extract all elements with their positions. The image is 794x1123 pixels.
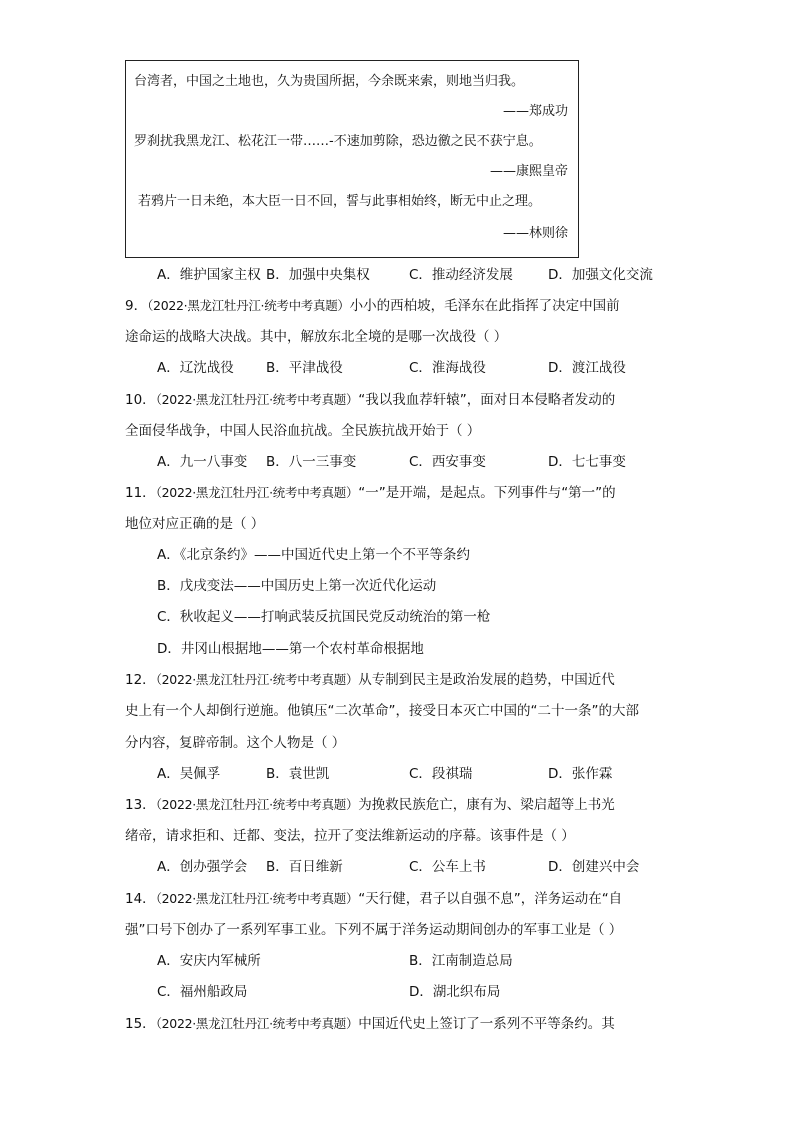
question-number: 10． [125,392,156,408]
quote-text: 罗刹扰我黑龙江、松花江一带……-不速加剪除，恐边徼之民不获宁息。 [134,134,542,149]
question-source: （2022·黑龙江牡丹江·统考中考真题） [155,891,359,906]
question-number: 13． [125,797,156,813]
q13-option-c[interactable]: C．公车上书 [409,859,486,875]
q12-option-b[interactable]: B．袁世凯 [266,766,330,782]
q11-option-b[interactable]: B．戊戌变法——中国历史上第一次近代化运动 [157,578,437,594]
q8-option-b[interactable]: B．加强中央集权 [266,267,370,283]
q10-option-b[interactable]: B．八一三事变 [266,454,357,470]
q12-option-c[interactable]: C．段祺瑞 [409,766,473,782]
question-13-stem [125,795,615,815]
question-9-line-2: 途命运的战略大决战。其中，解放东北全境的是哪一次战役（ ） [125,329,508,345]
question-source: （2022·黑龙江牡丹江·统考中考真题） [155,392,359,407]
question-source: （2022·黑龙江牡丹江·统考中考真题） [155,1016,359,1031]
quote-author: ——郑成功 [502,104,568,119]
quote-text: 若鸦片一日未绝，本大臣一日不回，誓与此事相始终，断无中止之理。 [138,194,542,209]
question-15-stem [125,1014,615,1034]
question-10-stem [125,390,615,410]
question-14-stem [125,889,622,909]
q14-option-a[interactable]: A．安庆内军械所 [157,953,261,969]
q13-option-d[interactable]: D．创建兴中会 [548,859,640,875]
question-source: （2022·黑龙江牡丹江·统考中考真题） [147,298,350,313]
q14-option-b[interactable]: B．江南制造总局 [409,953,513,969]
q10-option-c[interactable]: C．西安事变 [409,454,486,470]
question-text: “一”是开端，是起点。下列事件与“第一”的 [358,485,616,501]
q13-option-b[interactable]: B．百日维新 [266,859,343,875]
question-13-line-2: 绪帝，请求拒和、迁都、变法，拉开了变法维新运动的序幕。该事件是（ ） [125,828,575,844]
q14-option-d[interactable]: D．湖北织布局 [409,984,501,1000]
question-text: 为挽救民族危亡，康有为、梁启超等上书光 [358,797,615,813]
question-11-line-2: 地位对应正确的是（ ） [125,516,265,532]
question-text: 中国近代史上签订了一系列不平等条约。其 [358,1016,615,1032]
question-text: “天行健，君子以自强不息”，洋务运动在“自 [358,891,623,907]
question-14-line-2: 强”口号下创办了一系列军事工业。下列不属于洋务运动期间创办的军事工业是（ ） [125,922,623,938]
question-text: “我以我血荐轩辕”，面对日本侵略者发动的 [358,392,616,408]
question-source: （2022·黑龙江牡丹江·统考中考真题） [155,797,359,812]
question-10-line-2: 全面侵华战争，中国人民浴血抗战。全民族抗战开始于（ ） [125,423,481,439]
question-number: 15． [125,1016,156,1032]
question-number: 9． [125,298,148,314]
q9-option-d[interactable]: D．渡江战役 [548,360,626,376]
quote-box [125,60,579,258]
q9-option-b[interactable]: B．平津战役 [266,360,343,376]
q11-option-d[interactable]: D．井冈山根据地——第一个农村革命根据地 [157,641,424,657]
q11-option-a[interactable]: A．《北京条约》——中国近代史上第一个不平等条约 [157,547,470,563]
q14-option-c[interactable]: C．福州船政局 [157,984,248,1000]
question-11-stem [125,483,616,503]
question-12-stem [125,670,615,690]
question-number: 11． [125,485,156,501]
question-number: 14． [125,891,156,907]
question-source: （2022·黑龙江牡丹江·统考中考真题） [155,672,359,687]
q8-option-c[interactable]: C．推动经济发展 [409,267,513,283]
q12-option-a[interactable]: A．吴佩孚 [157,766,221,782]
quote-text: 台湾者，中国之土地也，久为贵国所据，今余既来索，则地当归我。 [134,74,525,89]
question-9-stem [125,296,620,316]
question-12-line-2: 史上有一个人却倒行逆施。他镇压“二次革命”，接受日本灭亡中国的“二十一条”的大部 [125,703,639,719]
quote-author: ——康熙皇帝 [489,164,568,179]
question-source: （2022·黑龙江牡丹江·统考中考真题） [155,485,359,500]
q8-option-d[interactable]: D．加强文化交流 [548,267,653,283]
q10-option-a[interactable]: A．九一八事变 [157,454,248,470]
quote-author: ——林则徐 [502,226,568,241]
q8-option-a[interactable]: A．维护国家主权 [157,267,261,283]
q9-option-c[interactable]: C．淮海战役 [409,360,486,376]
question-text: 从专制到民主是政治发展的趋势，中国近代 [358,672,615,688]
q13-option-a[interactable]: A．创办强学会 [157,859,248,875]
q9-option-a[interactable]: A．辽沈战役 [157,360,234,376]
q11-option-c[interactable]: C．秋收起义——打响武装反抗国民党反动统治的第一枪 [157,609,491,625]
q10-option-d[interactable]: D．七七事变 [548,454,626,470]
question-12-line-3: 分内容，复辟帝制。这个人物是（ ） [125,735,346,751]
q12-option-d[interactable]: D．张作霖 [548,766,613,782]
question-number: 12． [125,672,156,688]
question-text: 小小的西柏坡，毛泽东在此指挥了决定中国前 [349,298,620,314]
